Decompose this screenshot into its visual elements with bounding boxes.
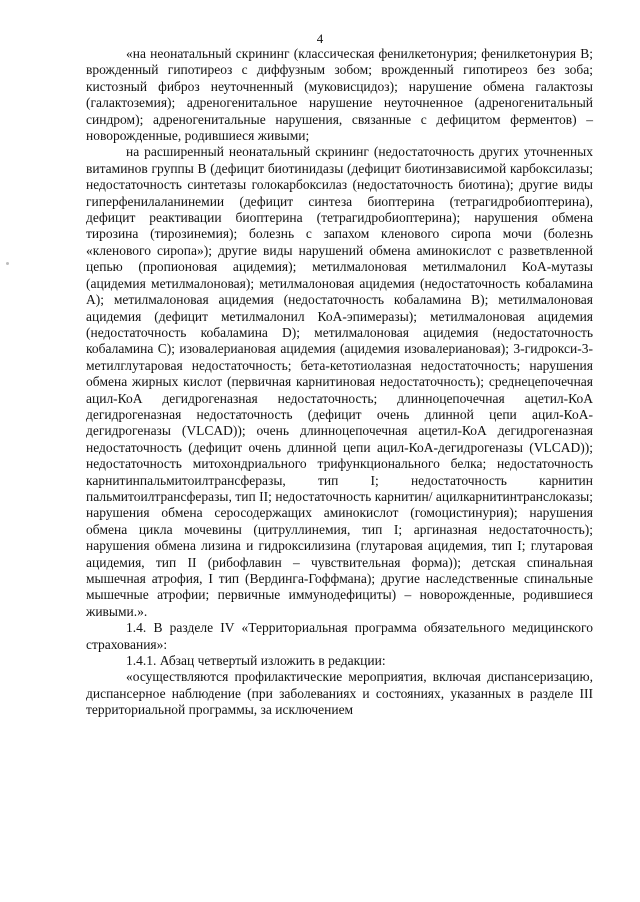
paragraph-extended-screening: на расширенный неонатальный скрининг (недостаточность других уточненных витаминов группы В (дефицит биотинидазы (дефицит биотинзависимой карбоксилазы; недостаточность синтетазы голокарбоксилаз (недостаточность биотина); другие виды гиперфенилаланинемии (дефицит синтеза биоптерина (тетрагидробиоптерина), дефицит реактивации биоптерина (тетрагидробиоптерина); нарушения обмена тирозина (тирозинемия); болезнь с запахом кленового сиропа мочи (болезнь «кленового сиропа»); другие виды нарушений обмена аминокислот с разветвленной цепью (пропионовая ацидемия); метилмалоновая метилмалонил КоА-мутазы (ацидемия метилмалоновая); метилмалоновая ацидемия (недостаточность кобаламина А); метилмалоновая ацидемия (недостаточность кобаламина В); метилмалоновая ацидемия (дефицит метилмалонил КоА-эпимеразы); метилмалоновая ацидемия (недостаточность кобаламина D); метилмалоновая ацидемия (недостаточность кобаламина С); изовалериановая ацидемия (ацидемия изовалериановая); 3-гидрокси-3-метилглутаровая недостаточность; бета-кетотиолазная недостаточность; нарушения обмена жирных кислот (первичная карнитиновая недостаточность); среднецепочечная ацил-КоА дегидрогеназная недостаточность; длинноцепочечная ацетил-КоА дегидрогеназная недостаточность (дефицит очень длинной цепи ацил-КоА-дегидрогеназы (VLCAD)); очень длинноцепочечная ацетил-КоА дегидрогеназная недостаточность (дефицит очень длинной цепи ацил-КоА-дегидрогеназы (VLCAD)); недостаточность митохондриального трифункционального белка; недостаточность карнитинпальмитоилтрансферазы, тип I; недостаточность карнитин пальмитоилтрансферазы, тип II; недостаточность карнитин/ ацилкарнитинтранслоказы; нарушения обмена серосодержащих аминокислот (гомоцистинурия); нарушения обмена цикла мочевины (цитруллинемия, тип I; аргиназная недостаточность); нарушения обмена лизина и гидроксилизина (глутаровая ацидемия, тип I; глутаровая ацидемия, тип II (рибофлавин – чувствительная форма)); детская спинальная мышечная атрофия, I тип (Вердинга-Гоффмана); другие наследственные спинальные мышечные атрофии; первичные иммунодефициты) – новорожденные, родившиеся живыми.». xyxy=(86,144,593,619)
scan-speck xyxy=(6,262,9,265)
paragraph-section-1-4-1: 1.4.1. Абзац четвертый изложить в редакции: xyxy=(126,653,386,669)
paragraph-section-1-4: 1.4. В разделе IV «Территориальная программа обязательного медицинского страхования»: xyxy=(86,620,593,652)
paragraph-neonatal-screening: «на неонатальный скрининг (классическая фенилкетонурия; фенилкетонурия В; врожденный гипотиреоз с диффузным зобом; врожденный гипотиреоз без зоба; кистозный фиброз неуточненный (муковисцидоз); нарушение обмена галактозы (галактоземия); адреногенитальное нарушение неуточненное (адреногенитальный синдром); адреногенитальные нарушения, связанные с дефицитом ферментов) – новорожденные, родившиеся живыми; xyxy=(86,46,593,144)
paragraph-preventive-measures: «осуществляются профилактические мероприятия, включая диспансеризацию, диспансерное наблюдение (при заболеваниях и состояниях, указанных в разделе III территориальной программы, за исключением xyxy=(86,669,593,718)
document-body xyxy=(86,46,593,719)
page-number: 4 xyxy=(316,31,324,46)
